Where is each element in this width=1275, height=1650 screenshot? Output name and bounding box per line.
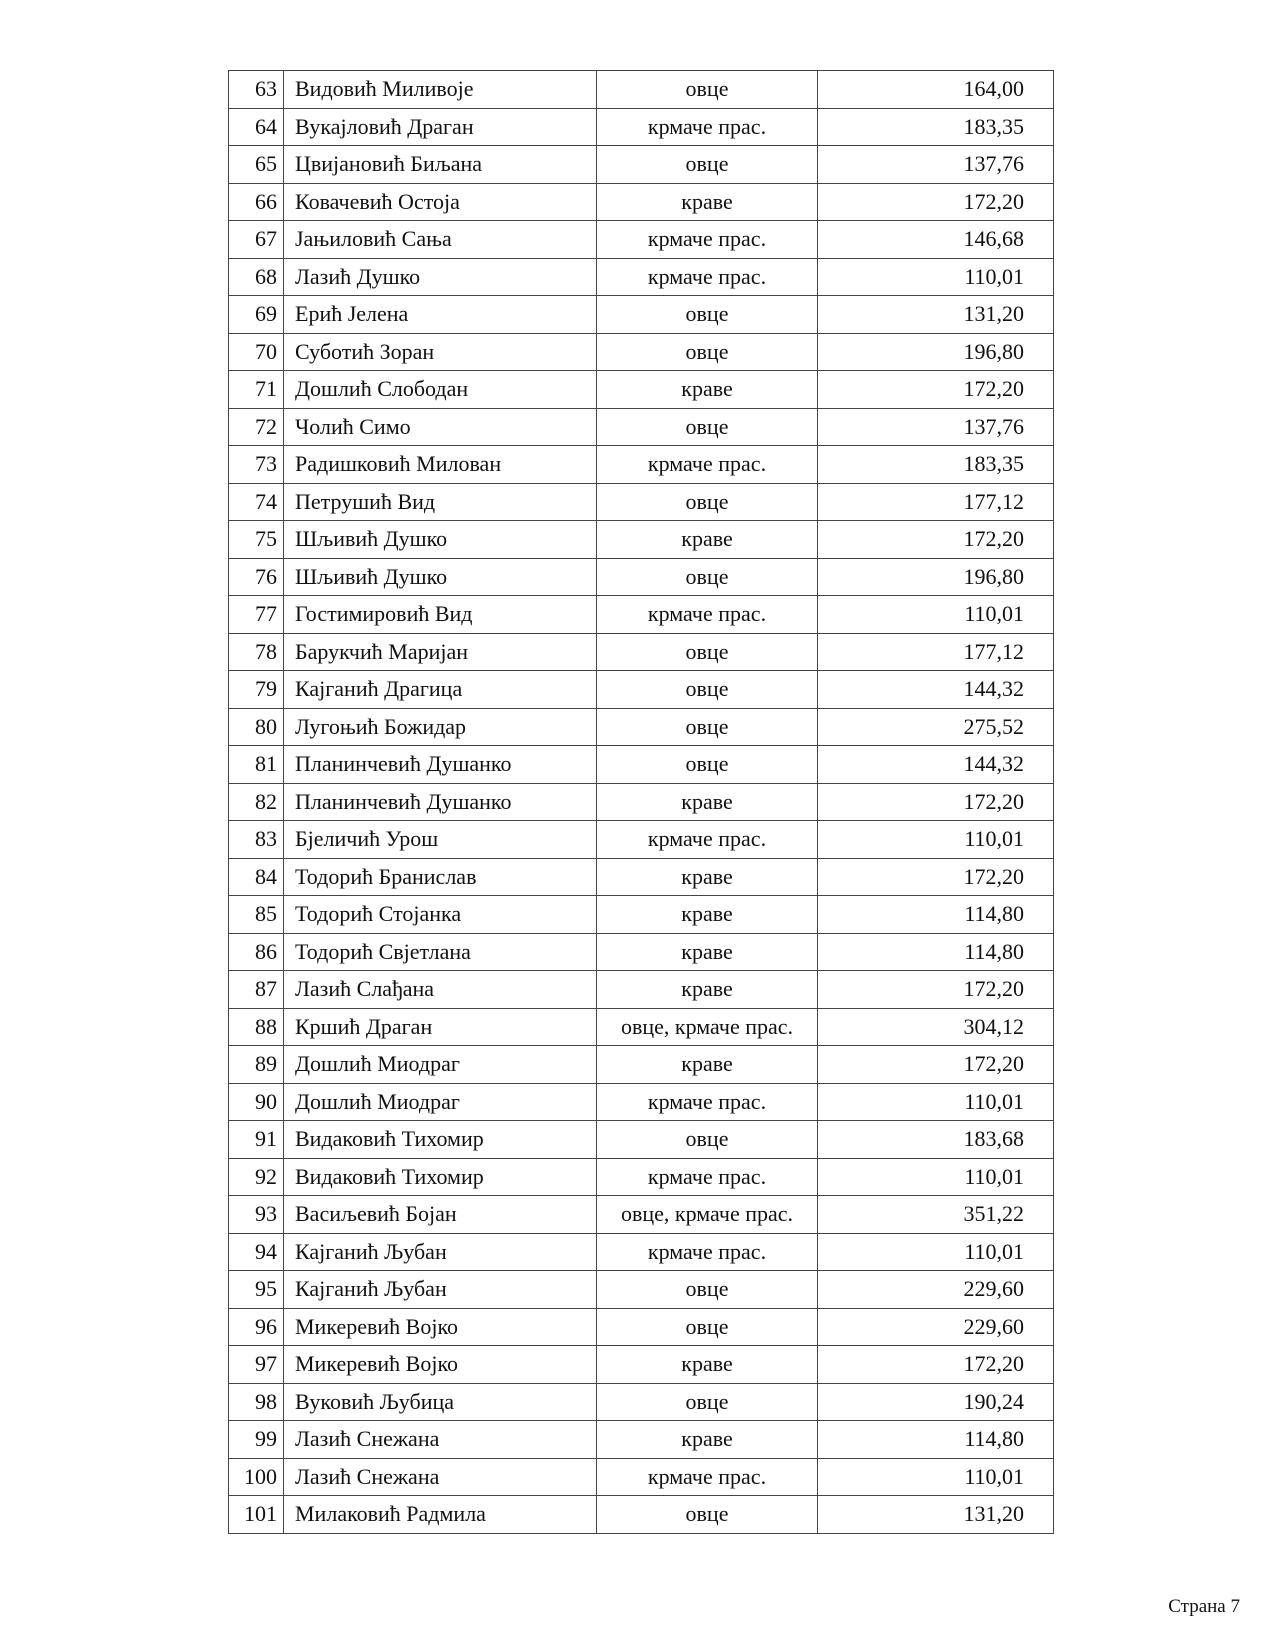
livestock-type: крмаче прас. <box>597 108 818 146</box>
table-row <box>229 1383 1054 1421</box>
amount: 172,20 <box>818 858 1054 896</box>
amount: 137,76 <box>818 408 1054 446</box>
recipient-name: Шљивић Душко <box>284 558 597 596</box>
amount: 172,20 <box>818 783 1054 821</box>
row-number: 85 <box>229 896 284 934</box>
table-row <box>229 371 1054 409</box>
recipient-name: Тодорић Стојанка <box>284 896 597 934</box>
table-row <box>229 1308 1054 1346</box>
table-row <box>229 1158 1054 1196</box>
recipient-name: Вукајловић Драган <box>284 108 597 146</box>
table-row <box>229 296 1054 334</box>
row-number: 88 <box>229 1008 284 1046</box>
table-row <box>229 596 1054 634</box>
recipient-name: Дошлић Миодраг <box>284 1083 597 1121</box>
amount: 183,35 <box>818 446 1054 484</box>
livestock-type: крмаче прас. <box>597 1158 818 1196</box>
amount: 164,00 <box>818 71 1054 109</box>
recipient-name: Планинчевић Душанко <box>284 746 597 784</box>
recipient-name: Васиљевић Бојан <box>284 1196 597 1234</box>
livestock-type: краве <box>597 371 818 409</box>
row-number: 70 <box>229 333 284 371</box>
recipient-name: Кајганић Љубан <box>284 1233 597 1271</box>
recipient-name: Петрушић Вид <box>284 483 597 521</box>
recipient-name: Микеревић Војко <box>284 1308 597 1346</box>
amount: 110,01 <box>818 1458 1054 1496</box>
row-number: 98 <box>229 1383 284 1421</box>
recipient-name: Лугоњић Божидар <box>284 708 597 746</box>
recipient-name: Микеревић Војко <box>284 1346 597 1384</box>
amount: 275,52 <box>818 708 1054 746</box>
livestock-type: крмаче прас. <box>597 221 818 259</box>
amount: 229,60 <box>818 1271 1054 1309</box>
table-row <box>229 483 1054 521</box>
row-number: 91 <box>229 1121 284 1159</box>
row-number: 80 <box>229 708 284 746</box>
table-row <box>229 858 1054 896</box>
table-row <box>229 408 1054 446</box>
livestock-type: овце <box>597 1496 818 1534</box>
table-row <box>229 671 1054 709</box>
table-row <box>229 746 1054 784</box>
recipient-name: Суботић Зоран <box>284 333 597 371</box>
row-number: 69 <box>229 296 284 334</box>
recipient-name: Видаковић Тихомир <box>284 1121 597 1159</box>
livestock-type: овце <box>597 1308 818 1346</box>
row-number: 63 <box>229 71 284 109</box>
row-number: 67 <box>229 221 284 259</box>
amount: 177,12 <box>818 633 1054 671</box>
amount: 110,01 <box>818 1158 1054 1196</box>
recipient-name: Лазић Снежана <box>284 1421 597 1459</box>
row-number: 75 <box>229 521 284 559</box>
livestock-type: краве <box>597 933 818 971</box>
table-row <box>229 933 1054 971</box>
livestock-type: овце <box>597 671 818 709</box>
table-row <box>229 71 1054 109</box>
row-number: 72 <box>229 408 284 446</box>
livestock-type: овце <box>597 633 818 671</box>
recipient-name: Јањиловић Сања <box>284 221 597 259</box>
row-number: 99 <box>229 1421 284 1459</box>
table-row <box>229 1046 1054 1084</box>
table-row <box>229 708 1054 746</box>
livestock-type: крмаче прас. <box>597 596 818 634</box>
row-number: 73 <box>229 446 284 484</box>
livestock-type: крмаче прас. <box>597 258 818 296</box>
livestock-type: овце <box>597 71 818 109</box>
amount: 137,76 <box>818 146 1054 184</box>
amount: 177,12 <box>818 483 1054 521</box>
table-row <box>229 1196 1054 1234</box>
row-number: 100 <box>229 1458 284 1496</box>
table-row <box>229 1458 1054 1496</box>
recipient-name: Кршић Драган <box>284 1008 597 1046</box>
amount: 229,60 <box>818 1308 1054 1346</box>
row-number: 90 <box>229 1083 284 1121</box>
row-number: 86 <box>229 933 284 971</box>
row-number: 94 <box>229 1233 284 1271</box>
page-number: Страна 7 <box>1168 1596 1240 1617</box>
row-number: 76 <box>229 558 284 596</box>
row-number: 101 <box>229 1496 284 1534</box>
amount: 114,80 <box>818 896 1054 934</box>
row-number: 64 <box>229 108 284 146</box>
livestock-type: овце <box>597 1271 818 1309</box>
table-row <box>229 1496 1054 1534</box>
row-number: 65 <box>229 146 284 184</box>
recipient-name: Лазић Снежана <box>284 1458 597 1496</box>
recipient-name: Лазић Душко <box>284 258 597 296</box>
amount: 110,01 <box>818 821 1054 859</box>
amount: 131,20 <box>818 1496 1054 1534</box>
amount: 131,20 <box>818 296 1054 334</box>
row-number: 84 <box>229 858 284 896</box>
livestock-type: овце <box>597 296 818 334</box>
livestock-type: краве <box>597 521 818 559</box>
amount: 144,32 <box>818 671 1054 709</box>
amount: 172,20 <box>818 371 1054 409</box>
row-number: 77 <box>229 596 284 634</box>
recipient-name: Дошлић Слободан <box>284 371 597 409</box>
table-row <box>229 1271 1054 1309</box>
amount: 196,80 <box>818 333 1054 371</box>
row-number: 89 <box>229 1046 284 1084</box>
table-row <box>229 146 1054 184</box>
row-number: 96 <box>229 1308 284 1346</box>
table-row <box>229 258 1054 296</box>
livestock-type: овце <box>597 558 818 596</box>
row-number: 74 <box>229 483 284 521</box>
livestock-type: краве <box>597 858 818 896</box>
livestock-type: крмаче прас. <box>597 1458 818 1496</box>
recipient-name: Милаковић Радмила <box>284 1496 597 1534</box>
amount: 183,35 <box>818 108 1054 146</box>
table-row <box>229 1346 1054 1384</box>
livestock-type: овце <box>597 483 818 521</box>
livestock-type: краве <box>597 971 818 1009</box>
amount: 304,12 <box>818 1008 1054 1046</box>
row-number: 83 <box>229 821 284 859</box>
livestock-type: крмаче прас. <box>597 1233 818 1271</box>
row-number: 82 <box>229 783 284 821</box>
recipient-name: Дошлић Миодраг <box>284 1046 597 1084</box>
livestock-type: краве <box>597 1046 818 1084</box>
recipient-name: Шљивић Душко <box>284 521 597 559</box>
livestock-type: крмаче прас. <box>597 1083 818 1121</box>
recipient-name: Тодорић Бранислав <box>284 858 597 896</box>
livestock-type: овце <box>597 1383 818 1421</box>
table-row <box>229 821 1054 859</box>
table-row <box>229 1083 1054 1121</box>
row-number: 78 <box>229 633 284 671</box>
livestock-type: крмаче прас. <box>597 446 818 484</box>
amount: 110,01 <box>818 596 1054 634</box>
table-body <box>229 71 1054 1534</box>
amount: 110,01 <box>818 1233 1054 1271</box>
livestock-type: овце <box>597 408 818 446</box>
row-number: 68 <box>229 258 284 296</box>
recipient-name: Кајганић Љубан <box>284 1271 597 1309</box>
table-row <box>229 446 1054 484</box>
table-row <box>229 558 1054 596</box>
livestock-type: крмаче прас. <box>597 821 818 859</box>
row-number: 92 <box>229 1158 284 1196</box>
table-row <box>229 333 1054 371</box>
recipient-name: Вуковић Љубица <box>284 1383 597 1421</box>
table-row <box>229 1421 1054 1459</box>
row-number: 95 <box>229 1271 284 1309</box>
recipient-name: Тодорић Свјетлана <box>284 933 597 971</box>
row-number: 79 <box>229 671 284 709</box>
recipient-name: Чолић Симо <box>284 408 597 446</box>
livestock-type: овце <box>597 146 818 184</box>
table-row <box>229 521 1054 559</box>
table-row <box>229 1121 1054 1159</box>
table-row <box>229 108 1054 146</box>
amount: 172,20 <box>818 1346 1054 1384</box>
amount: 144,32 <box>818 746 1054 784</box>
livestock-type: краве <box>597 783 818 821</box>
amount: 190,24 <box>818 1383 1054 1421</box>
recipient-name: Барукчић Маријан <box>284 633 597 671</box>
recipient-name: Цвијановић Биљана <box>284 146 597 184</box>
recipient-name: Гостимировић Вид <box>284 596 597 634</box>
row-number: 87 <box>229 971 284 1009</box>
amount: 114,80 <box>818 933 1054 971</box>
table-row <box>229 971 1054 1009</box>
livestock-type: краве <box>597 1421 818 1459</box>
table-row <box>229 183 1054 221</box>
livestock-type: краве <box>597 896 818 934</box>
amount: 351,22 <box>818 1196 1054 1234</box>
recipient-name: Видаковић Тихомир <box>284 1158 597 1196</box>
table-row <box>229 783 1054 821</box>
recipient-name: Кајганић Драгица <box>284 671 597 709</box>
livestock-type: овце <box>597 746 818 784</box>
row-number: 93 <box>229 1196 284 1234</box>
recipient-name: Ковачевић Остоја <box>284 183 597 221</box>
amount: 114,80 <box>818 1421 1054 1459</box>
amount: 110,01 <box>818 1083 1054 1121</box>
amount: 172,20 <box>818 971 1054 1009</box>
payments-table <box>228 70 1054 1534</box>
amount: 110,01 <box>818 258 1054 296</box>
livestock-type: краве <box>597 183 818 221</box>
livestock-type: краве <box>597 1346 818 1384</box>
livestock-type: овце, крмаче прас. <box>597 1008 818 1046</box>
row-number: 81 <box>229 746 284 784</box>
row-number: 66 <box>229 183 284 221</box>
recipient-name: Лазић Слађана <box>284 971 597 1009</box>
amount: 146,68 <box>818 221 1054 259</box>
livestock-type: овце <box>597 333 818 371</box>
table-row <box>229 633 1054 671</box>
table-row <box>229 896 1054 934</box>
recipient-name: Радишковић Милован <box>284 446 597 484</box>
amount: 172,20 <box>818 183 1054 221</box>
table-row <box>229 1008 1054 1046</box>
livestock-type: овце, крмаче прас. <box>597 1196 818 1234</box>
table-row <box>229 221 1054 259</box>
recipient-name: Планинчевић Душанко <box>284 783 597 821</box>
row-number: 71 <box>229 371 284 409</box>
amount: 172,20 <box>818 521 1054 559</box>
livestock-type: овце <box>597 708 818 746</box>
recipient-name: Бјеличић Урош <box>284 821 597 859</box>
row-number: 97 <box>229 1346 284 1384</box>
livestock-type: овце <box>597 1121 818 1159</box>
amount: 196,80 <box>818 558 1054 596</box>
amount: 183,68 <box>818 1121 1054 1159</box>
recipient-name: Видовић Миливоје <box>284 71 597 109</box>
table-row <box>229 1233 1054 1271</box>
recipient-name: Ерић Јелена <box>284 296 597 334</box>
amount: 172,20 <box>818 1046 1054 1084</box>
